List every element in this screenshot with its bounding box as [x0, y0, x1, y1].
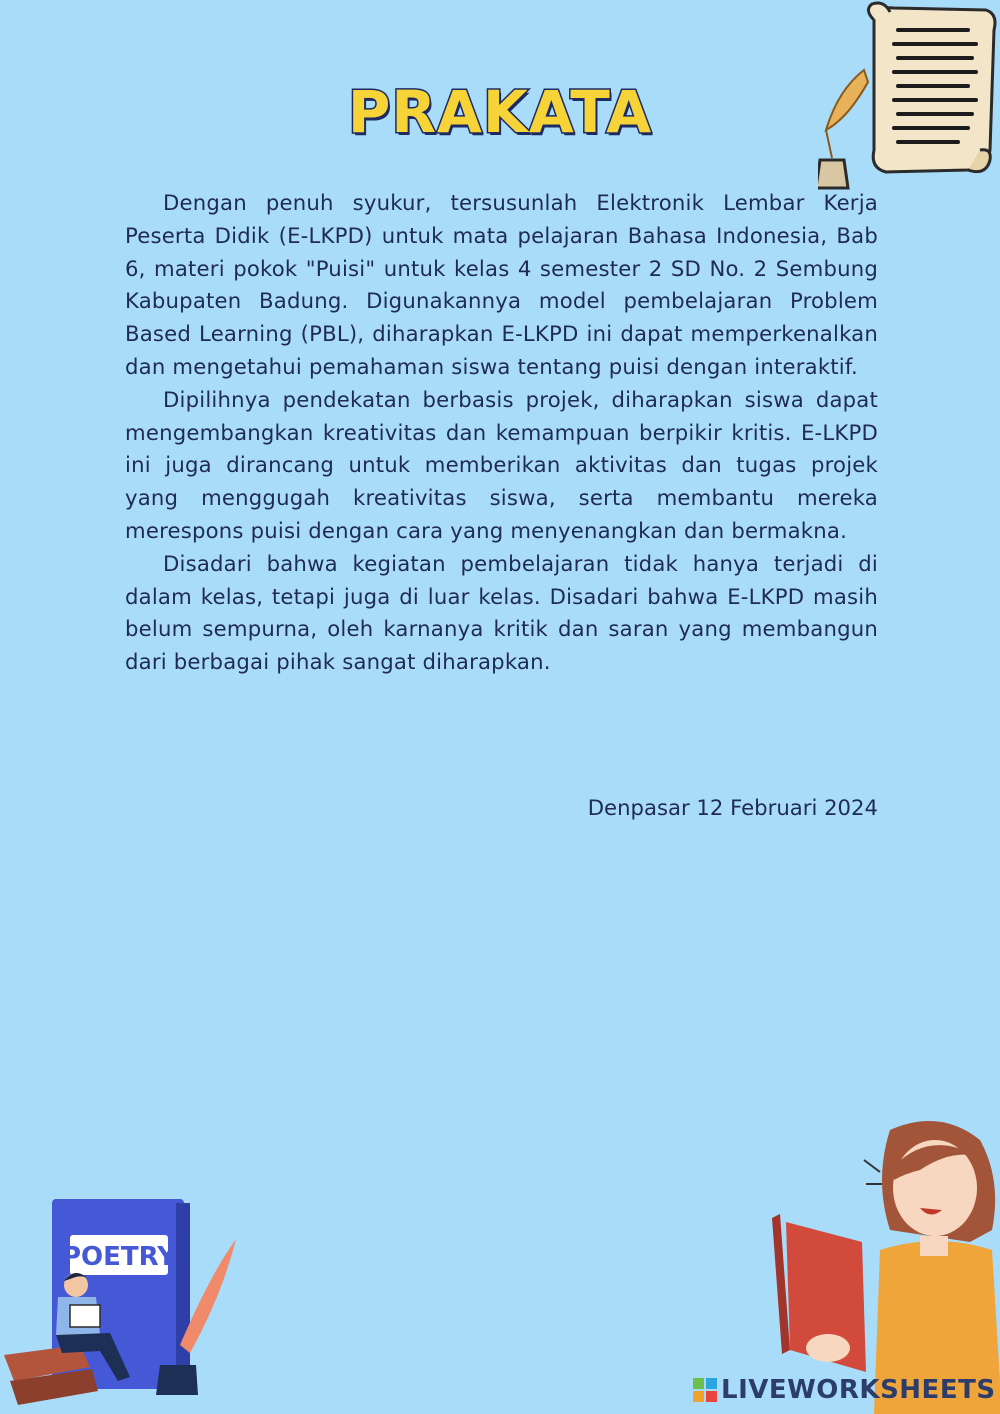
book-label: POETRY — [61, 1242, 177, 1272]
page-title: PRAKATA — [347, 78, 653, 146]
girl-reading-icon — [770, 1110, 1000, 1414]
brand-logo[interactable] — [693, 1373, 996, 1407]
boy-reading-icon — [0, 1185, 250, 1414]
liveworksheets-logo-icon — [693, 1378, 717, 1402]
preface-body — [125, 187, 878, 679]
place-date: Denpasar 12 Februari 2024 — [587, 795, 878, 820]
paragraph-3: Disadari bahwa kegiatan pembelajaran tidak hanya terjadi di dalam kelas, tetapi juga di luar kelas. Disadari bahwa E-LKPD masih belum sempurna, oleh karnanya kritik dan saran yang membangun dari berbagai pihak sangat diharapkan. — [125, 550, 878, 675]
brand-name: LIVEWORKSHEETS — [721, 1375, 996, 1405]
paragraph-2: Dipilihnya pendekatan berbasis projek, diharapkan siswa dapat mengembangkan kreativitas dan kemampuan berpikir kritis. E-LKPD ini juga dirancang untuk memberikan aktivitas dan tugas projek yang menggugah kreativitas siswa, serta membantu mereka merespons puisi dengan cara yang menyenangkan dan bermakna. — [125, 386, 878, 543]
paragraph-1: Dengan penuh syukur, tersusunlah Elektronik Lembar Kerja Peserta Didik (E-LKPD) untuk mata pelajaran Bahasa Indonesia, Bab 6, materi pokok "Puisi" untuk kelas 4 semester 2 SD No. 2 Sembung Kabupaten Badung. Digunakannya model pembelajaran Problem Based Learning (PBL), diharapkan E-LKPD ini dapat memperkenalkan dan mengetahui pemahaman siswa tentang puisi dengan interaktif. — [125, 190, 878, 379]
scroll-quill-icon — [818, 0, 1000, 195]
